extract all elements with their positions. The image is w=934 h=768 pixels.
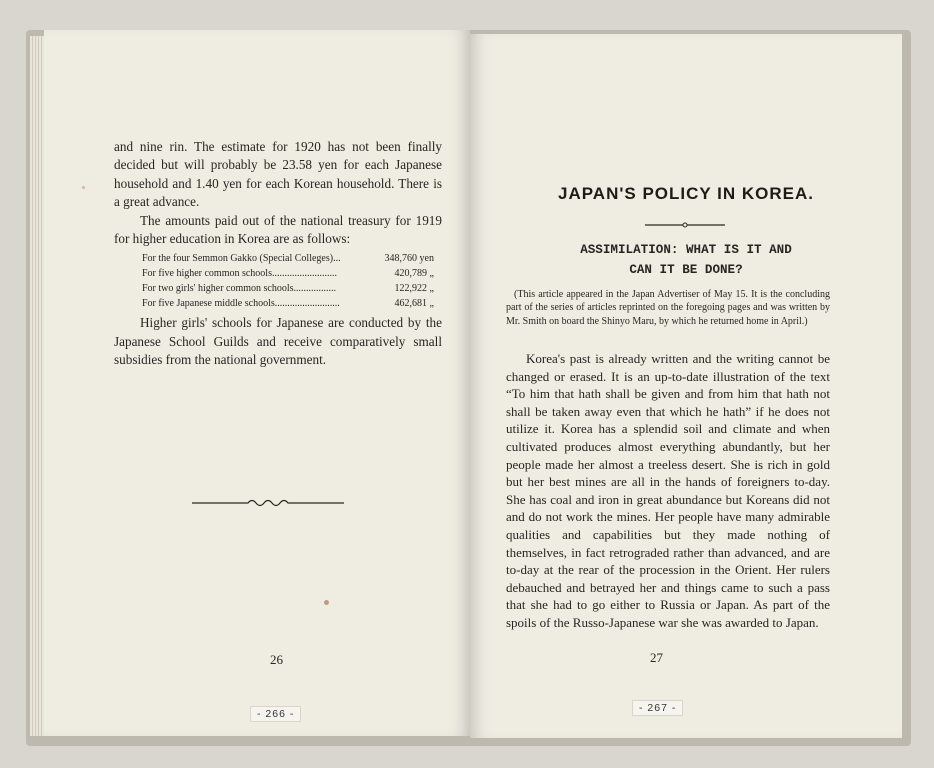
list-item: [142, 266, 434, 281]
title-rule-ornament: [645, 222, 725, 228]
left-page: [44, 30, 470, 736]
list-item-label: For five Japanese middle schools..........................: [142, 298, 340, 310]
list-item-amount: 348,760 yen: [384, 253, 434, 265]
list-item-label: For the four Semmon Gakko (Special Colleges)...: [142, 253, 341, 265]
article-body: Korea's past is already written and the writing cannot be changed or erased. It is an up-to-date illustration of the text “To him that hath shall be given and from him that hath not shall be taken away even that which he hath” if he does not utilize it. Korea has a splendid soil and climate and when cultivated produces almost everything abundantly, but her people made her almost a treeless desert. She is rich in gold but her best mines are all in the hands of foreigners to-day. She has coal and iron in great abundance but Koreans did not and do not work the mines. Her people have many admirable qualities and capabilities but they made nothing of themselves, in fact retrograded rather than advanced, and are to-day at the rear of the procession in the Orient. Her rulers debauched and betrayed her and things came to such a pass that she had to go either to Russia or Japan. As part of the spoils of the Russo-Japanese war she was awarded to Japan.: [506, 351, 830, 630]
wavy-divider-ornament: [190, 496, 346, 510]
list-item-amount: 122,922 „: [394, 283, 434, 295]
list-item-amount: 462,681 „: [394, 298, 434, 310]
right-page: [470, 34, 902, 738]
left-paragraph-1: and nine rin. The estimate for 1920 has not been finally decided but will probably be 23.58 yen for each Japanese household and 1.40 yen for each Korean household. There is a great advance.: [114, 139, 442, 210]
education-expense-list: [142, 251, 434, 311]
list-item: [142, 251, 434, 266]
ink-spot: [324, 600, 329, 605]
page-number-right: 27: [650, 650, 663, 665]
left-paragraph-3: Higher girls' schools for Japanese are conducted by the Japanese School Guilds and receive comparatively small subsidies from the national government.: [114, 315, 442, 368]
subtitle-line: ASSIMILATION: WHAT IS IT AND: [580, 243, 792, 257]
list-item-amount: 420,789 „: [394, 268, 434, 280]
archive-stamp-left: - 266 -: [250, 706, 301, 722]
list-item: [142, 296, 434, 311]
ink-spot: [82, 186, 85, 189]
editorial-note: (This article appeared in the Japan Advertiser of May 15. It is the concluding part of the series of articles reprinted on the foregoing pages and was written by Mr. Smith on board the Shinyo Maru, by which he returned home in April.): [506, 289, 830, 327]
article-subtitle: [510, 240, 862, 280]
left-paragraph-2: The amounts paid out of the national treasury for 1919 for higher education in Korea are as follows:: [114, 212, 442, 247]
article-title: JAPAN'S POLICY IN KOREA.: [557, 184, 814, 203]
page-number-left: 26: [270, 652, 283, 667]
list-item: [142, 281, 434, 296]
subtitle-line: CAN IT BE DONE?: [629, 263, 743, 277]
list-item-label: For five higher common schools..........................: [142, 268, 337, 280]
left-page-text: [114, 138, 442, 370]
archive-stamp-right: - 267 -: [632, 700, 683, 716]
list-item-label: For two girls' higher common schools.................: [142, 283, 337, 295]
